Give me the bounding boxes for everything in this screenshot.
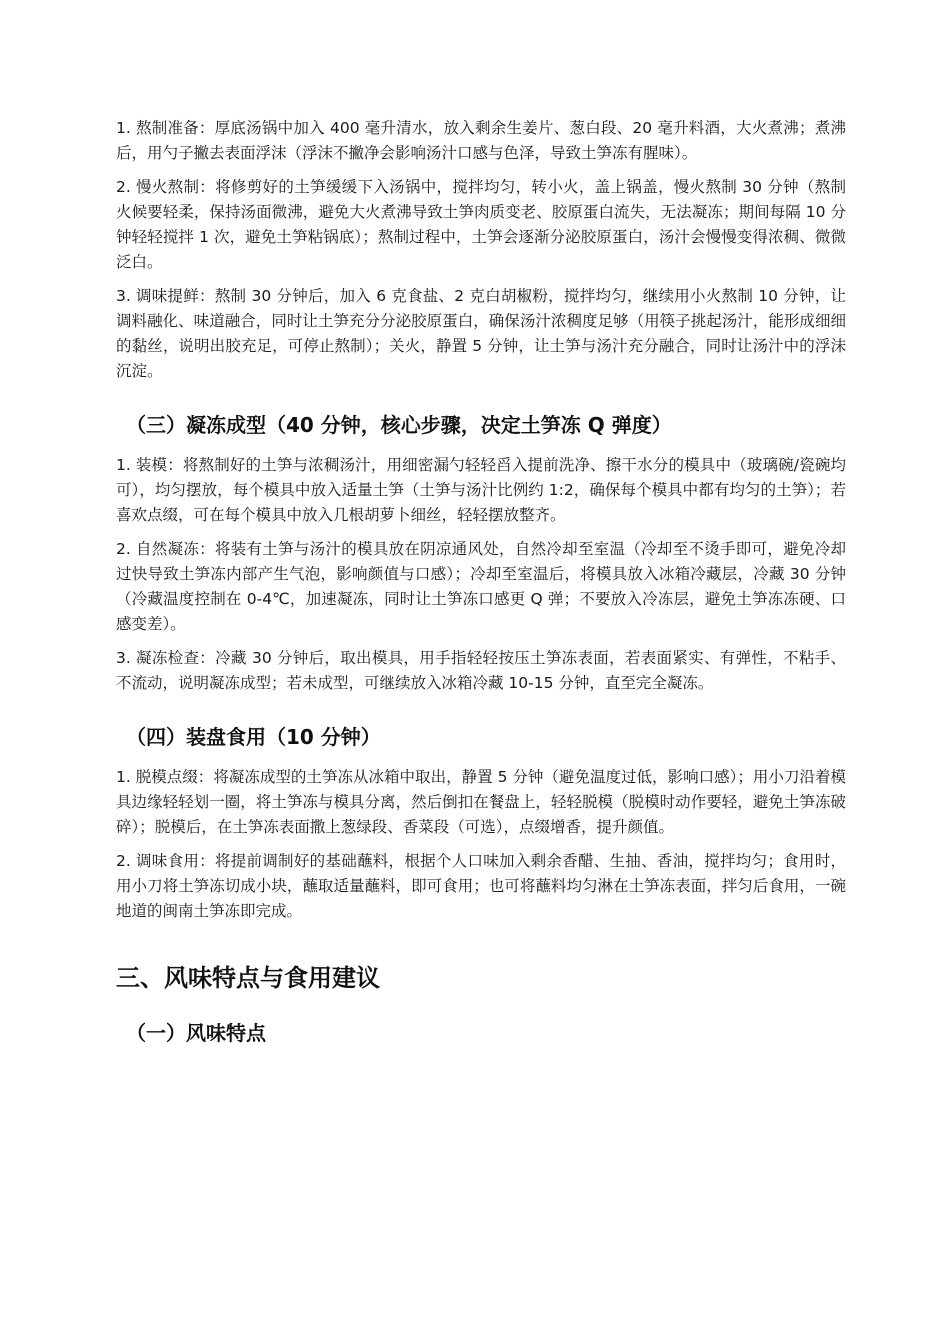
step-paragraph: 3. 调味提鲜：熬制 30 分钟后，加入 6 克食盐、2 克白胡椒粉，搅拌均匀，继续用小火熬制 10 分钟，让调料融化、味道融合，同时让土笋充分分泌胶原蛋白，确保汤汁浓稠度足够（用筷子挑起汤汁，能形成细细的黏丝，说明出胶充足，可停止熬制）；关火，静置 5 分钟，让土笋与汤汁充分融合，同时让汤汁中的浮沫沉淀。 — [116, 287, 846, 380]
sub-heading-flavor-traits: （一）风味特点 — [126, 1021, 266, 1045]
section-heading-serving: （四）装盘食用（10 分钟） — [126, 725, 381, 749]
step-paragraph: 2. 调味食用：将提前调制好的基础蘸料，根据个人口味加入剩余香醋、生抽、香油，搅拌均匀；食用时，用小刀将土笋冻切成小块，蘸取适量蘸料，即可食用；也可将蘸料均匀淋在土笋冻表面，拌匀后食用，一碗地道的闽南土笋冻即完成。 — [116, 852, 846, 920]
step-paragraph: 1. 装模：将熬制好的土笋与浓稠汤汁，用细密漏勺轻轻舀入提前洗净、擦干水分的模具中（玻璃碗/瓷碗均可），均匀摆放，每个模具中放入适量土笋（土笋与汤汁比例约 1:2，确保每个模具中都有均匀的土笋）；若喜欢点缀，可在每个模具中放入几根胡萝卜细丝，轻轻摆放整齐。 — [116, 456, 846, 524]
step-paragraph: 1. 熬制准备：厚底汤锅中加入 400 毫升清水，放入剩余生姜片、葱白段、20 毫升料酒，大火煮沸；煮沸后，用勺子撇去表面浮沫（浮沫不撇净会影响汤汁口感与色泽，导致土笋冻有腥味）。 — [116, 119, 846, 162]
step-paragraph: 2. 自然凝冻：将装有土笋与汤汁的模具放在阴凉通风处，自然冷却至室温（冷却至不烫手即可，避免冷却过快导致土笋冻内部产生气泡，影响颜值与口感）；冷却至室温后，将模具放入冰箱冷藏层，冷藏 30 分钟（冷藏温度控制在 0-4℃，加速凝冻，同时让土笋冻口感更 Q 弹；不要放入冷冻层，避免土笋冻冻硬、口感变差）。 — [116, 540, 846, 633]
step-paragraph: 2. 慢火熬制：将修剪好的土笋缓缓下入汤锅中，搅拌均匀，转小火，盖上锅盖，慢火熬制 30 分钟（熬制火候要轻柔，保持汤面微沸，避免大火煮沸导致土笋肉质变老、胶原蛋白流失，无法凝冻；期间每隔 10 分钟轻轻搅拌 1 次，避免土笋粘锅底）；熬制过程中，土笋会逐渐分泌胶原蛋白，汤汁会慢慢变得浓稠、微微泛白。 — [116, 178, 846, 271]
chapter-heading-flavor: 三、风味特点与食用建议 — [116, 964, 380, 992]
step-paragraph: 3. 凝冻检查：冷藏 30 分钟后，取出模具，用手指轻轻按压土笋冻表面，若表面紧实、有弹性，不粘手、不流动，说明凝冻成型；若未成型，可继续放入冰箱冷藏 10-15 分钟，直至完全凝冻。 — [116, 649, 846, 692]
step-paragraph: 1. 脱模点缀：将凝冻成型的土笋冻从冰箱中取出，静置 5 分钟（避免温度过低，影响口感）；用小刀沿着模具边缘轻轻划一圈，将土笋冻与模具分离，然后倒扣在餐盘上，轻轻脱模（脱模时动作要轻，避免土笋冻破碎）；脱模后，在土笋冻表面撒上葱绿段、香菜段（可选），点缀增香，提升颜值。 — [116, 768, 846, 836]
document-page — [116, 116, 846, 1061]
section-heading-freezing: （三）凝冻成型（40 分钟，核心步骤，决定土笋冻 Q 弹度） — [126, 413, 672, 437]
